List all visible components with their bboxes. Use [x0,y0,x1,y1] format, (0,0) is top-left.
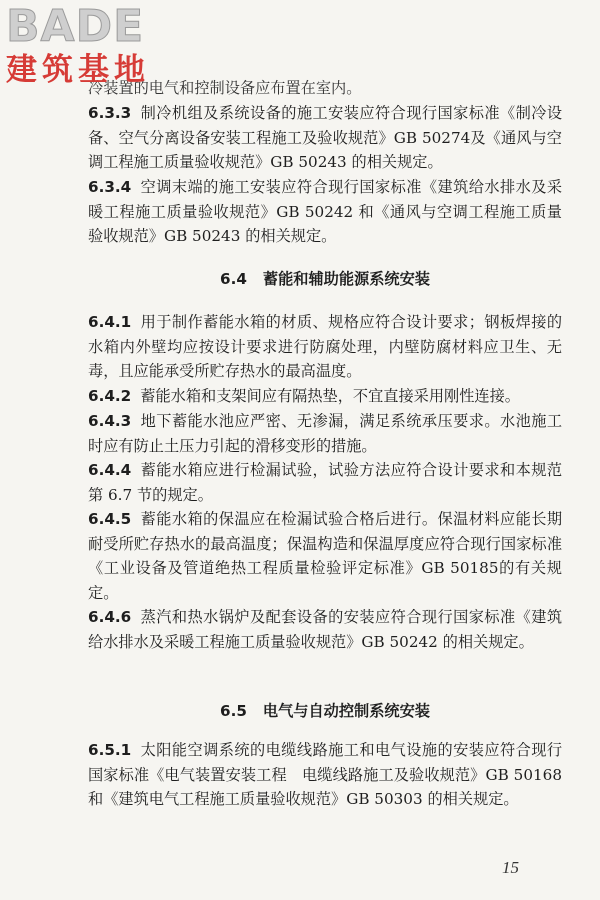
clause-text: 地下蓄能水池应严密、无渗漏，满足系统承压要求。水池施工时应有防止土压力引起的滑移变形的措施。 [88,412,562,455]
clause-6-3-3 [88,101,562,175]
clause-number: 6.3.4 [88,178,132,196]
clause-6-4-3 [88,409,562,458]
clause-6-5-1 [88,738,562,836]
clause-number: 6.4.1 [88,313,132,331]
section-title: 蓄能和辅助能源系统安装 [262,270,430,288]
clause-6-4-6 [88,605,562,679]
clause-6-4-4 [88,458,562,507]
clause-number: 6.3.3 [88,104,132,122]
clause-6-3-4 [88,175,562,249]
clause-text: 蓄能水箱应进行检漏试验，试验方法应符合设计要求和本规范第 6.7 节的规定。 [88,461,562,504]
clause-text: 蓄能水箱的保温应在检漏试验合格后进行。保温材料应能长期耐受所贮存热水的最高温度；保温构造和保温厚度应符合现行国家标准《工业设备及管道绝热工程质量检验评定标准》GB 50185的有关规定。 [88,510,562,602]
watermark-logo [6,1,176,96]
watermark-subtitle: 建筑基地 [6,52,150,88]
clause-number: 6.5.1 [88,741,132,759]
section-number: 6.5 [220,702,247,720]
clause-number: 6.4.5 [88,510,132,528]
clause-text: 蓄能水箱和支架间应有隔热垫，不宜直接采用刚性连接。 [140,387,520,405]
clause-text: 用于制作蓄能水箱的材质、规格应符合设计要求；钢板焊接的水箱内外壁均应按设计要求进行防腐处理，内壁防腐材料应卫生、无毒，且应能承受所贮存热水的最高温度。 [88,313,562,380]
clause-number: 6.4.4 [88,461,132,479]
page-body [88,76,562,836]
clause-6-4-2 [88,384,562,409]
clause-6-4-5 [88,507,562,605]
clause-text: 空调末端的施工安装应符合现行国家标准《建筑给水排水及采暖工程施工质量验收规范》GB 50242 和《通风与空调工程施工质量验收规范》GB 50243 的相关规定。 [88,178,562,245]
clause-number: 6.4.6 [88,608,132,626]
continuation-line: 冷装置的电气和控制设备应布置在室内。 [88,79,362,97]
section-number: 6.4 [220,270,247,288]
page-number: 15 [502,858,519,877]
clause-text: 太阳能空调系统的电缆线路施工和电气设施的安装应符合现行国家标准《电气装置安装工程 电缆线路施工及验收规范》GB 50168 和《建筑电气工程施工质量验收规范》GB 50303 的相关规定。 [88,741,562,808]
clause-text: 蒸汽和热水锅炉及配套设备的安装应符合现行国家标准《建筑给水排水及采暖工程施工质量验收规范》GB 50242 的相关规定。 [88,608,562,651]
clause-number: 6.4.2 [88,387,132,405]
clause-6-4-1 [88,310,562,384]
clause-number: 6.4.3 [88,412,132,430]
clause-text: 制冷机组及系统设备的施工安装应符合现行国家标准《制冷设备、空气分离设备安装工程施工及验收规范》GB 50274及《通风与空调工程施工质量验收规范》GB 50243 的相关规定。 [88,104,562,171]
section-heading-6-5 [88,699,562,724]
watermark-brand: BADE [6,1,145,52]
section-title: 电气与自动控制系统安装 [262,702,430,720]
section-heading-6-4 [88,267,562,292]
